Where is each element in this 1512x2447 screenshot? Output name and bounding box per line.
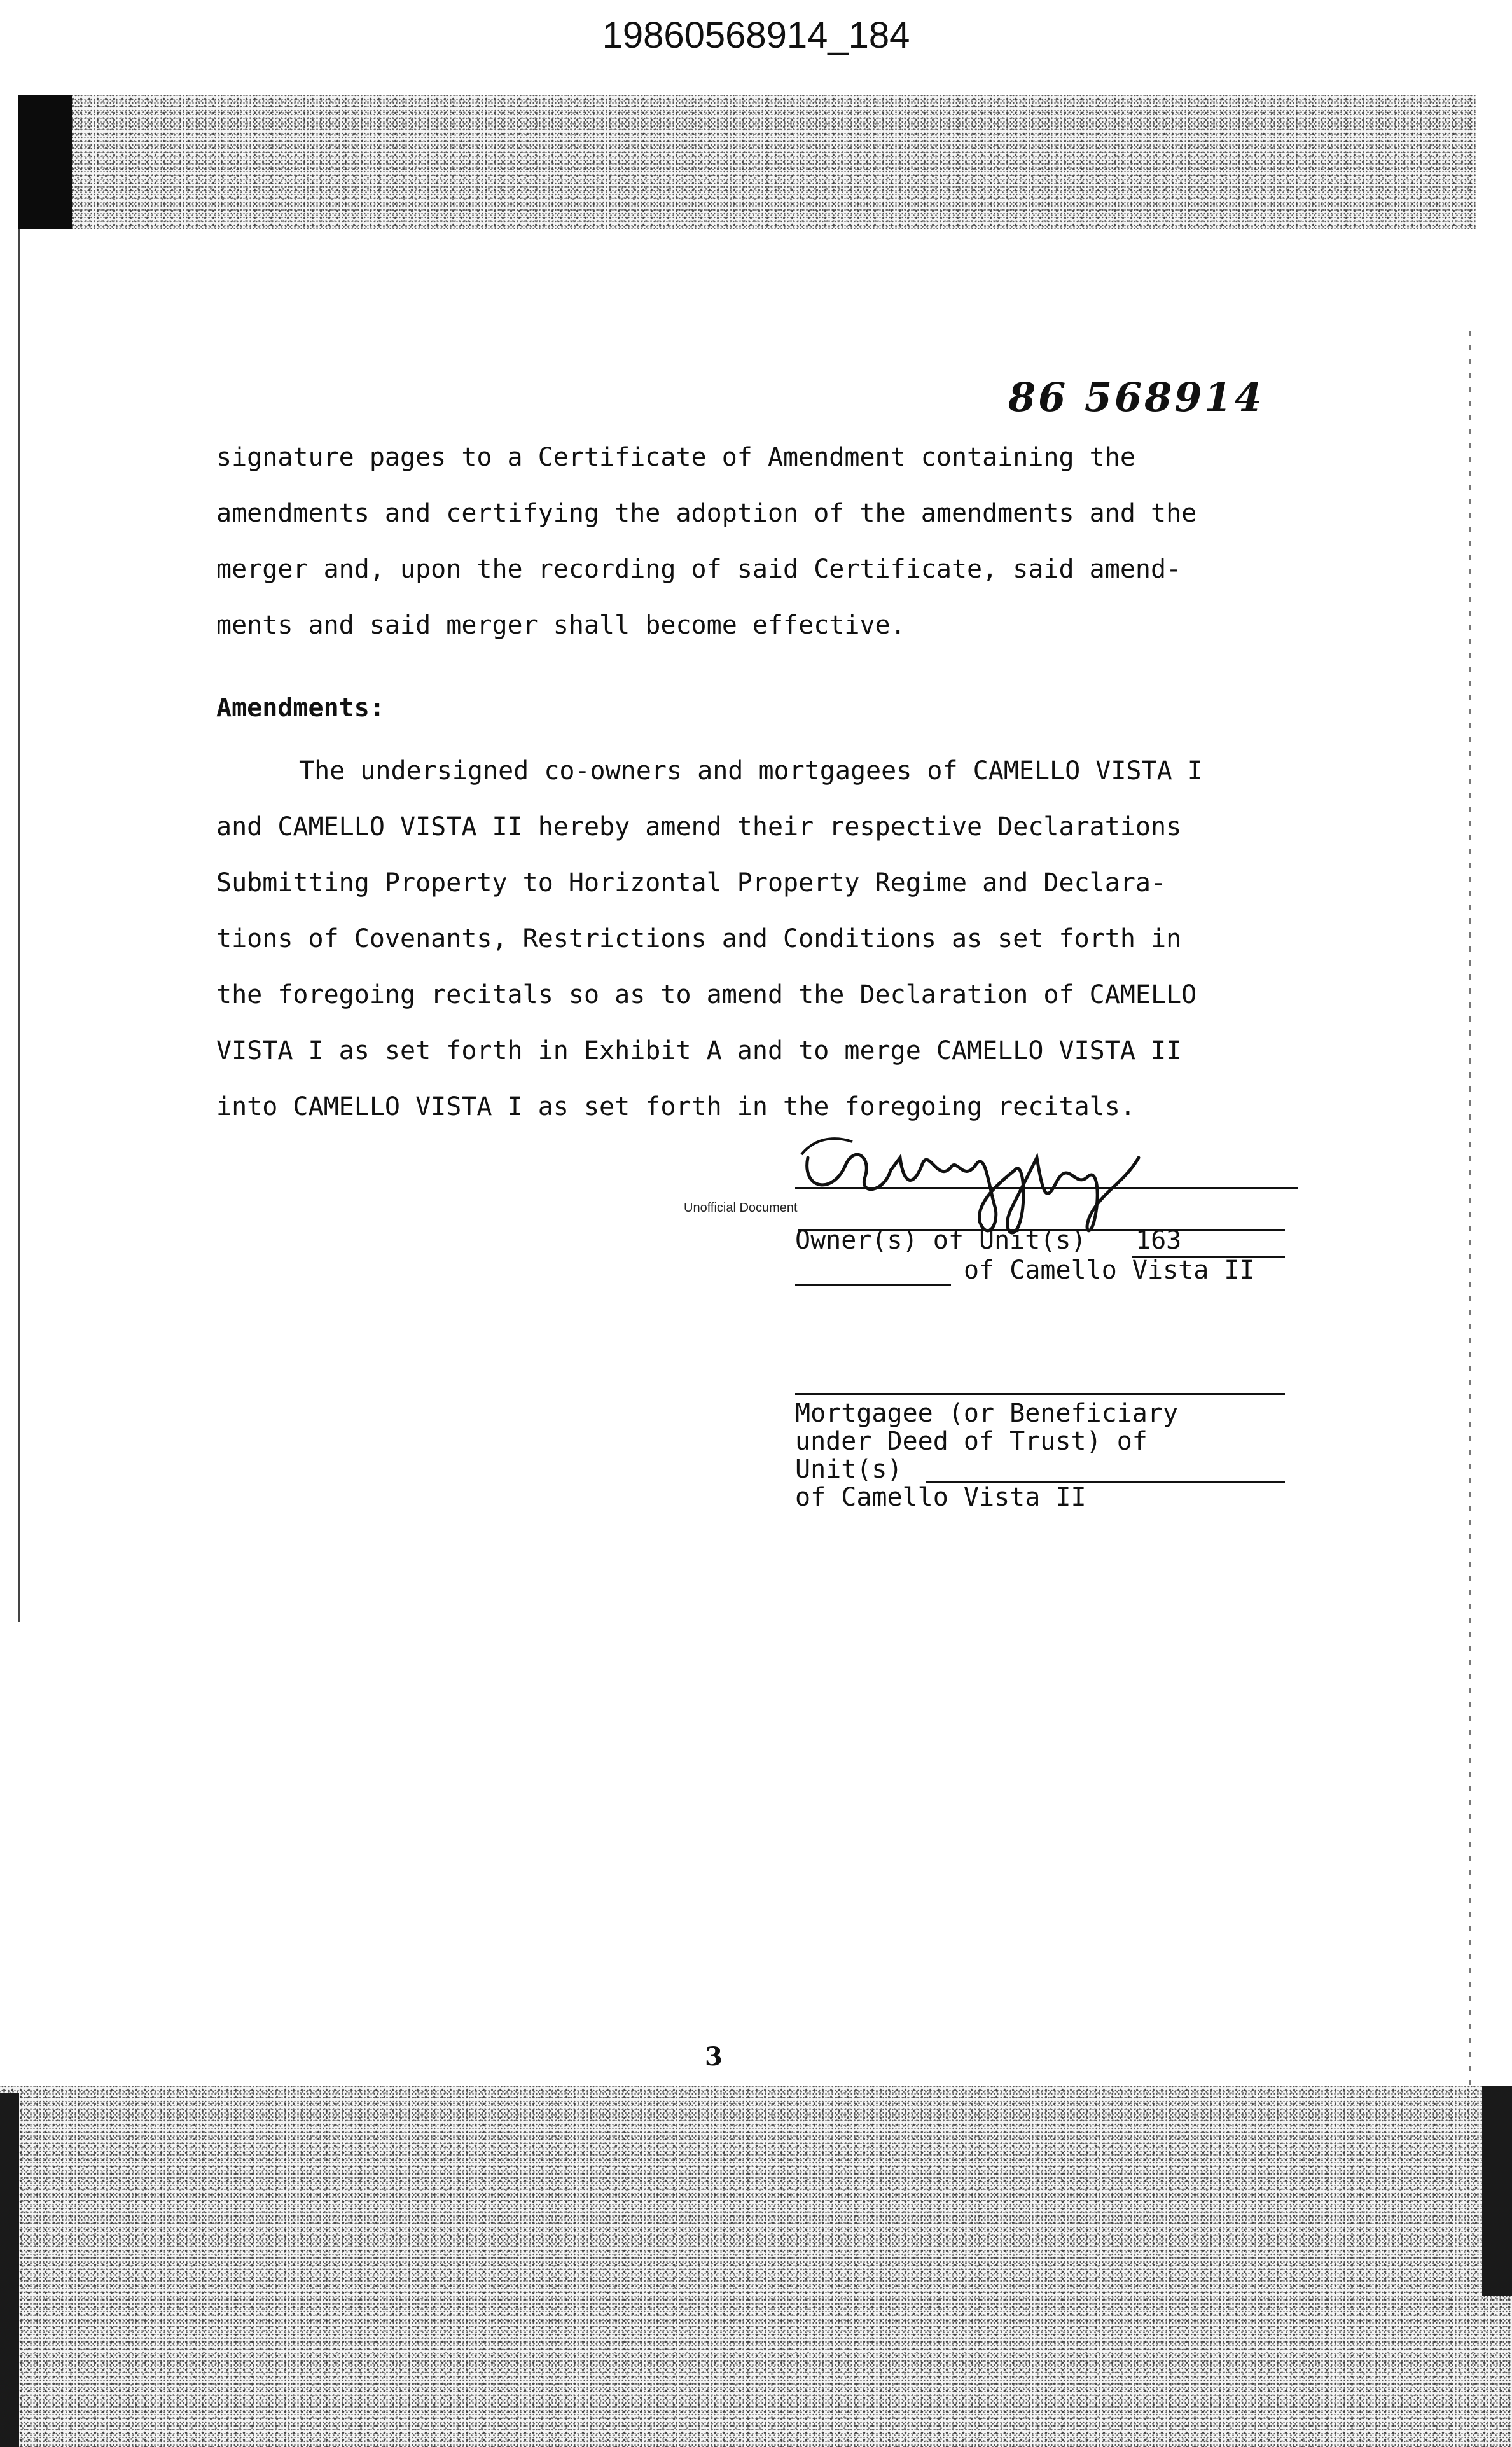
scan-edge-bottom-right	[1482, 2086, 1512, 2296]
mortgagee-line: Unit(s)	[795, 1455, 903, 1484]
scan-noise-top	[19, 95, 1476, 229]
text-line: into CAMELLO VISTA I as set forth in the foregoing recitals.	[216, 1092, 1135, 1121]
page-number: 3	[705, 2042, 723, 2072]
scan-noise-bottom	[0, 2086, 1512, 2447]
text-line: VISTA I as set forth in Exhibit A and to merge CAMELLO VISTA II	[216, 1036, 1182, 1065]
scan-edge-bottom-left	[0, 2093, 19, 2447]
section-heading: Amendments:	[216, 693, 385, 723]
owner-signature-line	[795, 1187, 1298, 1189]
scan-margin-right	[1469, 331, 1471, 2086]
text-line: amendments and certifying the adoption of the amendments and the	[216, 499, 1197, 528]
text-line: tions of Covenants, Restrictions and Conditions as set forth in	[216, 924, 1182, 953]
text-line: the foregoing recitals so as to amend the Declaration of CAMELLO	[216, 980, 1197, 1009]
scan-margin-left	[18, 229, 20, 1622]
text-line: and CAMELLO VISTA II hereby amend their respective Declarations	[216, 812, 1182, 842]
unofficial-watermark: Unofficial Document	[684, 1201, 798, 1215]
mortgagee-line: of Camello Vista II	[795, 1483, 1086, 1512]
mortgagee-signature-line	[795, 1393, 1285, 1395]
owner-blank-line	[795, 1284, 951, 1286]
owner-suffix: of Camello Vista II	[964, 1256, 1255, 1285]
text-line: merger and, upon the recording of said Certificate, said amend-	[216, 555, 1182, 584]
text-line: signature pages to a Certificate of Amendment containing the	[216, 443, 1135, 472]
owner-label: Owner(s) of Unit(s)	[795, 1226, 1086, 1255]
mortgagee-line: Mortgagee (or Beneficiary	[795, 1399, 1179, 1428]
owner-unit-number: 163	[1135, 1226, 1182, 1255]
text-line: The undersigned co-owners and mortgagees of CAMELLO VISTA I	[299, 756, 1203, 786]
text-line: ments and said merger shall become effective.	[216, 611, 906, 640]
document-id: 19860568914_184	[602, 15, 910, 56]
paragraph-amendments	[216, 743, 1329, 1135]
recording-number-stamp: 86 568914	[1008, 374, 1265, 420]
paragraph-recital	[216, 429, 1329, 653]
text-line: Submitting Property to Horizontal Property Regime and Declara-	[216, 868, 1167, 898]
scan-edge-left	[18, 95, 72, 229]
mortgagee-line: under Deed of Trust) of	[795, 1427, 1148, 1456]
